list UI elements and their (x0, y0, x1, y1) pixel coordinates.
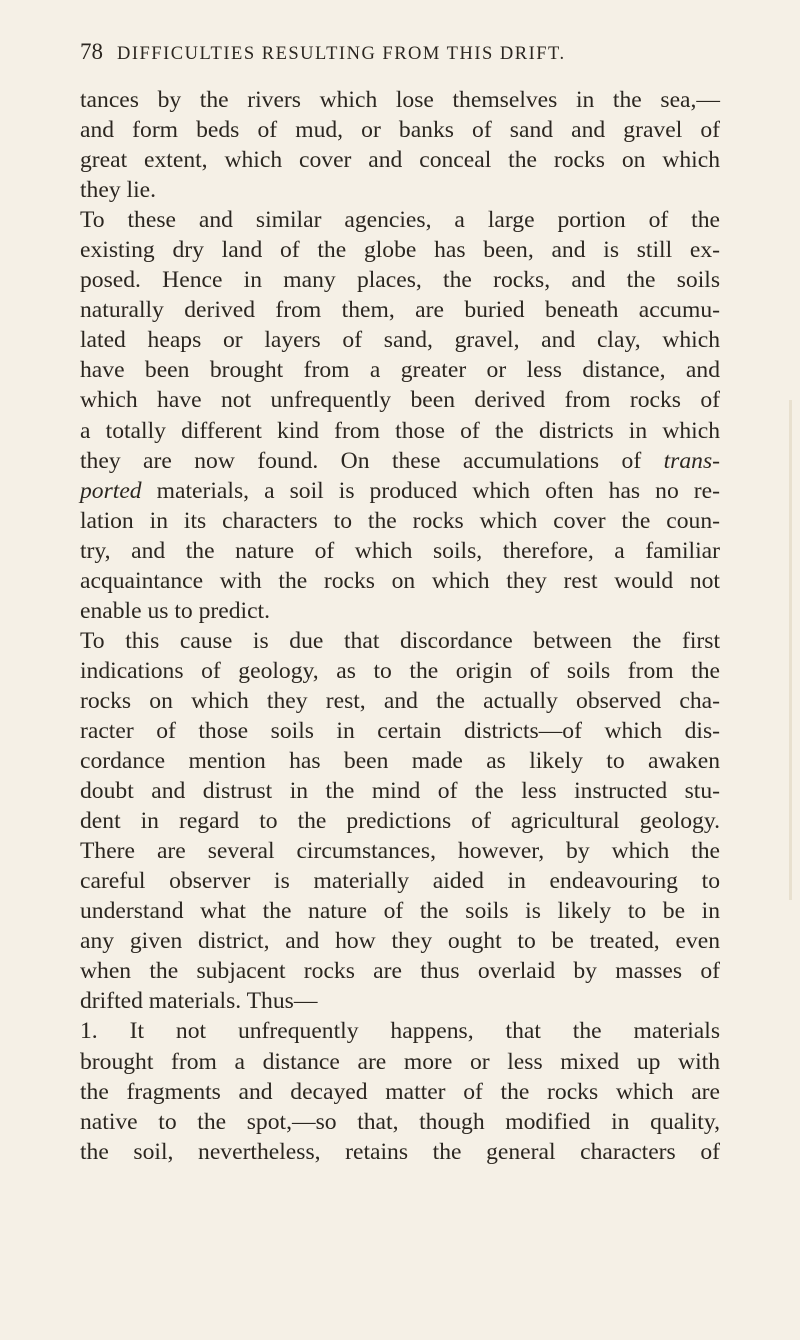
text-line: lation in its characters to the rocks which cover the coun- (80, 507, 720, 534)
page-edge-shading (789, 400, 792, 900)
text-line: 1. It not unfrequently happens, that the materials (80, 1018, 720, 1045)
text-line: dent in regard to the predictions of agricultural geology. (80, 808, 720, 835)
text-line: rocks on which they rest, and the actually observed cha- (80, 687, 720, 714)
text-line: To these and similar agencies, a large portion of the (80, 207, 720, 234)
running-header (80, 40, 566, 64)
text-line: when the subjacent rocks are thus overlaid by masses of (80, 958, 720, 985)
text-line: There are several circumstances, however, by which the (80, 838, 720, 865)
italic-word: trans- (663, 447, 720, 474)
text-line: tances by the rivers which lose themselves in the sea,— (80, 87, 720, 113)
text-line: the fragments and decayed matter of the rocks which are (80, 1078, 720, 1105)
text-segment: they are now found. On these accumulations of (80, 447, 664, 474)
text-line: drifted materials. Thus— (80, 988, 318, 1015)
text-line: they lie. (80, 177, 156, 204)
text-line: lated heaps or layers of sand, gravel, and clay, which (80, 327, 720, 354)
text-line: enable us to predict. (80, 597, 270, 624)
page-number: 78 (80, 39, 103, 64)
italic-word: ported (80, 477, 142, 504)
text-line (80, 446, 720, 476)
text-line: any given district, and how they ought to be treated, even (80, 928, 720, 955)
text-line: and form beds of mud, or banks of sand and gravel of (80, 117, 720, 144)
text-segment: materials, a soil is produced which often has no re- (141, 477, 720, 504)
text-line: To this cause is due that discordance between the first (80, 627, 720, 654)
text-line (80, 476, 720, 506)
text-line: naturally derived from them, are buried beneath accumu- (80, 297, 720, 324)
text-line: great extent, which cover and conceal the rocks on which (80, 147, 720, 174)
text-line: posed. Hence in many places, the rocks, and the soils (80, 267, 720, 294)
text-line: the soil, nevertheless, retains the general characters of (80, 1138, 720, 1165)
text-line: racter of those soils in certain districts—of which dis- (80, 717, 720, 744)
text-line: careful observer is materially aided in endeavouring to (80, 868, 720, 895)
text-line: acquaintance with the rocks on which they rest would not (80, 567, 720, 594)
text-line: cordance mention has been made as likely to awaken (80, 748, 720, 775)
text-line: understand what the nature of the soils is likely to be in (80, 898, 720, 925)
text-line: a totally different kind from those of the districts in which (80, 417, 720, 444)
text-line: have been brought from a greater or less distance, and (80, 357, 720, 384)
body-text (80, 85, 720, 1167)
text-line: brought from a distance are more or less mixed up with (80, 1048, 720, 1075)
text-line: native to the spot,—so that, though modified in quality, (80, 1108, 720, 1135)
text-line: doubt and distrust in the mind of the less instructed stu- (80, 778, 720, 805)
text-line: existing dry land of the globe has been, and is still ex- (80, 237, 720, 264)
text-line: which have not unfrequently been derived from rocks of (80, 387, 720, 414)
text-line: try, and the nature of which soils, therefore, a familiar (80, 537, 720, 564)
running-title: DIFFICULTIES RESULTING FROM THIS DRIFT. (117, 44, 566, 64)
text-line: indications of geology, as to the origin of soils from the (80, 657, 720, 684)
